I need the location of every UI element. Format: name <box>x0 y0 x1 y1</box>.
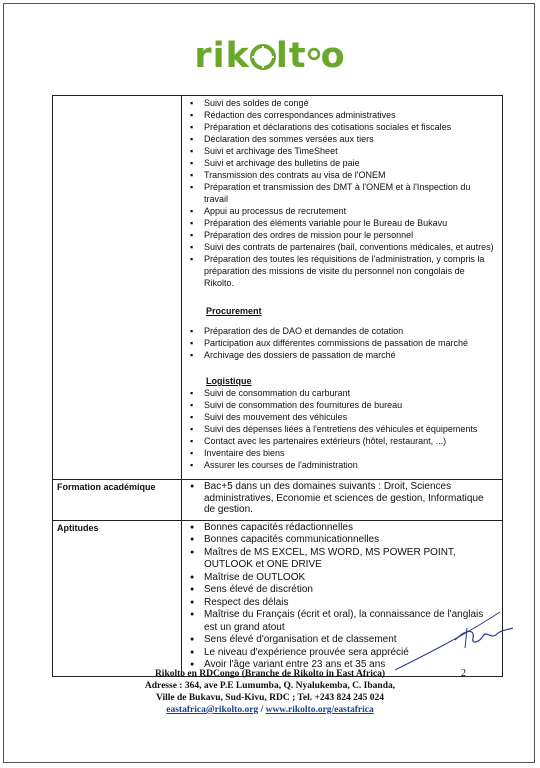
formation-cell <box>182 480 503 521</box>
footer-line-3: Ville de Bukavu, Sud-Kivu, RDC ; Tel. +243 824 245 024 <box>155 693 385 703</box>
list-item: ● Sens élevé d'organisation et de classement <box>186 634 496 647</box>
logistique-heading: Logistique <box>206 376 252 386</box>
list-item: ▪ Participation aux différentes commissions de passation de marché <box>186 337 496 349</box>
list-item: ▪ Suivi des dépenses liées à l'entretiens des véhicules et équipements <box>186 423 496 435</box>
list-item: ● Maîtres de MS EXCEL, MS WORD, MS POWER POINT, OUTLOOK et ONE DRIVE <box>186 547 496 572</box>
list-item: ● Sens élevé de discrétion <box>186 584 496 597</box>
list-item: ▪ Inventaire des biens <box>186 447 496 459</box>
list-item: ● Bac+5 dans un des domaines suivants : Droit, Sciences administratives, Economie et sciences de gestion, Informatique de gestion. <box>186 481 496 516</box>
link-separator: / <box>258 705 266 715</box>
list-item: ▪ Préparation des de DAO et demandes de cotation <box>186 325 496 337</box>
footer-line-2: Adresse : 364, ave P.E Lumumba, Q. Nyalukemba, C. Ibanda, <box>144 681 396 691</box>
list-item: ▪ Préparation des éléments variable pour le Bureau de Bukavu <box>186 217 496 229</box>
logo-text-left: rik <box>194 36 250 76</box>
list-item: ▪ Rédaction des correspondances administratives <box>186 109 496 121</box>
procurement-list <box>186 325 496 361</box>
procurement-heading: Procurement <box>206 306 262 316</box>
list-item: ▪ Préparation et déclarations des cotisations sociales et fiscales <box>186 121 496 133</box>
footer-links <box>130 704 410 716</box>
logo-text-right: lt <box>275 36 307 76</box>
table-row <box>53 96 503 480</box>
logo-circle-icon <box>250 44 276 70</box>
footer-line-1: Rikolto en RDCongo (Branche de Rikolto in East Africa) <box>154 669 386 679</box>
formation-label: Formation académique <box>53 480 182 521</box>
list-item: ● Le niveau d'expérience prouvée sera apprécié <box>186 647 496 660</box>
job-description-table <box>52 95 503 677</box>
website-link[interactable]: www.rikolto.org/eastafrica <box>265 705 374 715</box>
footer-address <box>130 668 410 716</box>
list-item: ● Bonnes capacités rédactionnelles <box>186 522 496 535</box>
list-item: ▪ Suivi et archivage des TimeSheet <box>186 145 496 157</box>
list-item: ▪ Suivi de consommation des fournitures de bureau <box>186 399 496 411</box>
list-item: ▪ Suivi des mouvement des véhicules <box>186 411 496 423</box>
list-item: ▪ Suivi des contrats de partenaires (bail, conventions médicales, et autres) <box>186 241 496 253</box>
list-item: ▪ Suivi des soldes de congé <box>186 97 496 109</box>
list-item: ▪ Assurer les courses de l'administration <box>186 459 496 471</box>
logistique-list <box>186 387 496 471</box>
procurement-section <box>186 305 496 361</box>
tasks-cell <box>182 96 503 480</box>
list-item: ▪ Suivi de consommation du carburant <box>186 387 496 399</box>
admin-task-list <box>186 97 496 289</box>
list-item: ▪ Transmission des contrats au visa de l'ONEM <box>186 169 496 181</box>
empty-label-cell <box>53 96 182 480</box>
logistique-section <box>186 375 496 471</box>
list-item: ● Maîtrise du Français (écrit et oral), la connaissance de l'anglais est un grand atout <box>186 609 496 634</box>
list-item: ▪ Appui au processus de recrutement <box>186 205 496 217</box>
list-item: ▪ Contact avec les partenaires extérieurs (hôtel, restaurant, ...) <box>186 435 496 447</box>
list-item: ● Respect des délais <box>186 597 496 610</box>
table-row <box>53 480 503 521</box>
aptitudes-label: Aptitudes <box>53 520 182 676</box>
list-item: ▪ Suivi et archivage des bulletins de paie <box>186 157 496 169</box>
list-item: ▪ Déclaration des sommes versées aux tiers <box>186 133 496 145</box>
list-item: ▪ Préparation des toutes les réquisitions de l'administration, y compris la préparation des missions de visite du personnel non congolais de Rikolto. <box>186 253 496 289</box>
email-link[interactable]: eastafrica@rikolto.org <box>166 705 259 715</box>
list-item: ▪ Préparation des ordres de mission pour le personnel <box>186 229 496 241</box>
list-item: ● Maîtrise de OUTLOOK <box>186 572 496 585</box>
list-item: ● Avoir l'âge variant entre 23 ans et 35 ans <box>186 659 496 672</box>
list-item: ▪ Archivage des dossiers de passation de marché <box>186 349 496 361</box>
logo-circle-icon-2 <box>307 47 321 61</box>
page-number: 2 <box>461 668 466 679</box>
list-item: ▪ Préparation et transmission des DMT à l'ONEM et à l'Inspection du travail <box>186 181 496 205</box>
formation-list <box>186 481 496 516</box>
rikolto-logo <box>0 36 540 76</box>
logo-text-end: o <box>320 36 346 76</box>
list-item: ● Bonnes capacités communicationnelles <box>186 534 496 547</box>
